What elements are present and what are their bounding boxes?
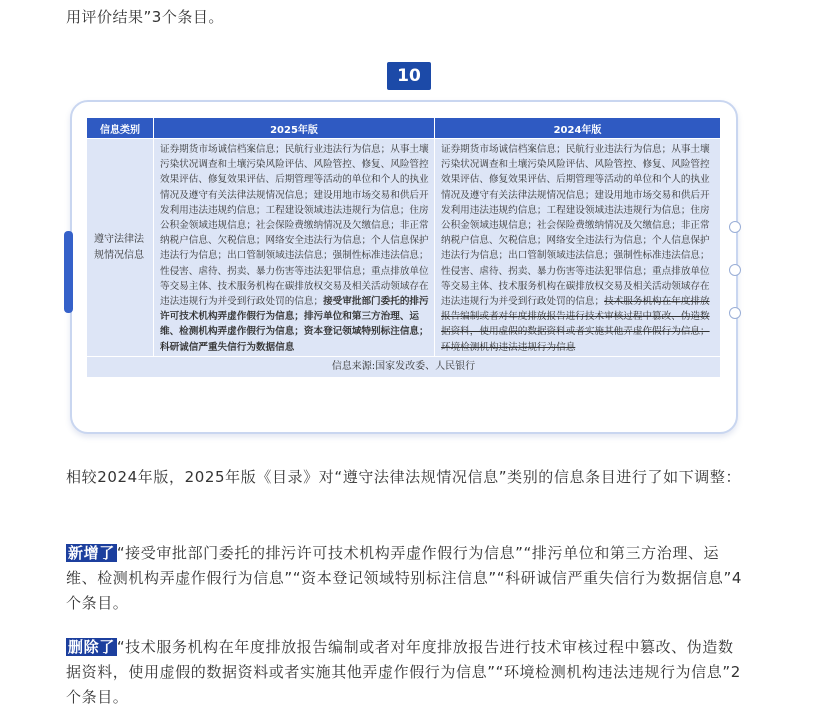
removed-paragraph xyxy=(66,635,746,710)
figure-number-badge: 10 xyxy=(387,62,431,90)
added-paragraph xyxy=(66,541,746,616)
removed-text: “技术服务机构在年度排放报告编制或者对年度排放报告进行技术审核过程中篡改、伪造数据资料，使用虚假的数据资料或者实施其他弄虚作假行为信息”“环境检测机构违法违规行为信息”2个条目。 xyxy=(66,638,741,706)
card-side-accent xyxy=(64,231,73,313)
comparison-table xyxy=(86,117,721,378)
added-tag: 新增了 xyxy=(68,544,115,562)
card-ring-dot-2 xyxy=(729,264,741,276)
category-cell: 遵守法律法规情况信息 xyxy=(87,139,154,357)
cell-2024 xyxy=(435,139,721,357)
removed-tag: 删除了 xyxy=(68,638,115,656)
source-note: 信息来源:国家发改委、人民银行 xyxy=(87,356,721,377)
card-ring-dot-1 xyxy=(729,221,741,233)
header-2024: 2024年版 xyxy=(435,118,721,139)
card-ring-dot-3 xyxy=(729,307,741,319)
summary-paragraph: 相较2024年版，2025年版《目录》对“遵守法律法规情况信息”类别的信息条目进行了如下调整： xyxy=(66,468,742,486)
cell-2025-added-text: 接受审批部门委托的排污许可技术机构弄虚作假行为信息；排污单位和第三方治理、运维、检测机构弄虚作假行为信息；资本登记领域特别标注信息；科研诚信严重失信行为数据信息 xyxy=(160,296,429,353)
table-row xyxy=(87,139,721,357)
cell-2025 xyxy=(154,139,435,357)
header-category: 信息类别 xyxy=(87,118,154,139)
cell-2024-removed-text: 技术服务机构在年度排放报告编制或者对年度排放报告进行技术审核过程中篡改、伪造数据资料，使用虚假的数据资料或者实施其他弄虚作假行为信息；环境检测机构违法违规行为信息 xyxy=(441,296,710,353)
cell-2024-text: 证券期货市场诚信档案信息；民航行业违法行为信息；从事土壤污染状况调查和土壤污染风险评估、风险管控、修复、风险管控效果评估、修复效果评估、后期管理等活动的单位和个人的执业情况及遵守有关法律法规情况信息；建设用地市场交易和供后开发利用违法违规约信息；工程建设领域违法违规行为信息；住房公积金领域违规信息；社会保险费缴纳情况及欠缴信息；非正常纳税户信息、欠税信息；网络安全违法行为信息；个人信息保护违法行为信息；出口管制领域违法信息；强制性标准违法信息；性侵害、虐待、拐卖、暴力伤害等违法犯罪信息；重点排放单位等交易主体、技术服务机构在碳排放权交易及相关活动领域存在违法违规行为并受到行政处罚的信息； xyxy=(441,144,710,308)
table-header-row xyxy=(87,118,721,139)
source-row xyxy=(87,356,721,377)
added-text: “接受审批部门委托的排污许可技术机构弄虚作假行为信息”“排污单位和第三方治理、运维、检测机构弄虚作假行为信息”“资本登记领域特别标注信息”“科研诚信严重失信行为数据信息”4个条目。 xyxy=(66,544,743,612)
cell-2025-text: 证券期货市场诚信档案信息；民航行业违法行为信息；从事土壤污染状况调查和土壤污染风险评估、风险管控、修复、风险管控效果评估、修复效果评估、后期管理等活动的单位和个人的执业情况及遵守有关法律法规情况信息；建设用地市场交易和供后开发利用违法违规约信息；工程建设领域违法违规行为信息；住房公积金领域违规信息；社会保险费缴纳情况及欠缴信息；非正常纳税户信息、欠税信息；网络安全违法行为信息；个人信息保护违法行为信息；出口管制领域违法信息；强制性标准违法信息；性侵害、虐待、拐卖、暴力伤害等违法犯罪信息；重点排放单位等交易主体、技术服务机构在碳排放权交易及相关活动领域存在违法违规行为并受到行政处罚的信息； xyxy=(160,144,429,308)
intro-fragment: 用评价结果”3个条目。 xyxy=(66,8,224,26)
header-2025: 2025年版 xyxy=(154,118,435,139)
